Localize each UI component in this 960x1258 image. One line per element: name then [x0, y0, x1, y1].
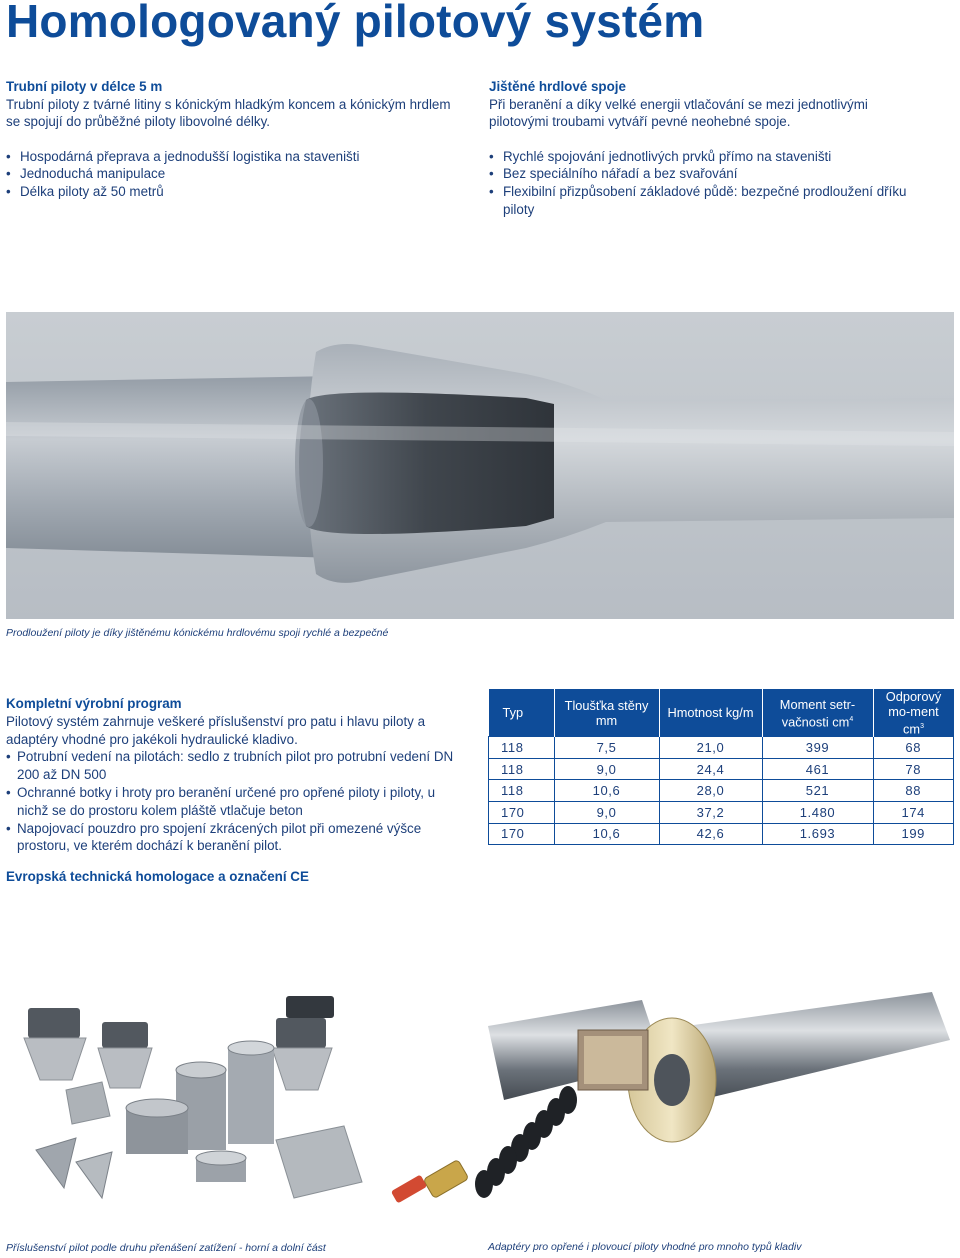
bullet-list [489, 148, 929, 218]
table-cell: 37,2 [659, 802, 762, 824]
list-item: • Délka piloty až 50 metrů [6, 183, 456, 201]
list-item: • Rychlé spojování jednotlivých prvků přímo na staveništi [489, 148, 929, 166]
pipe-length-section [6, 78, 456, 201]
product-program-section [6, 695, 466, 855]
section-text: Při beranění a díky velké energii vtlačování se mezi jednotlivými pilotovými troubami vytváří pevné neohebné spoje. [489, 96, 868, 130]
hammer-adapter-photo [372, 990, 954, 1218]
table-header-row [489, 689, 954, 737]
table-cell: 78 [873, 758, 954, 780]
table-cell: 9,0 [554, 802, 659, 824]
table-cell: 461 [762, 758, 873, 780]
list-item: • Bez speciálního nářadí a bez svařování [489, 165, 929, 183]
pipe-photo-caption: Prodloužení piloty je díky jištěnému kónickému hrdlovému spoji rychlé a bezpečné [6, 627, 389, 639]
table-cell: 42,6 [659, 823, 762, 845]
section-heading: Trubní piloty v délce 5 m [6, 79, 163, 94]
table-cell: 399 [762, 737, 873, 759]
ce-heading: Evropská technická homologace a označení CE [6, 869, 309, 884]
section-text: Trubní piloty z tvárné litiny s kónickým hladkým koncem a kónickým hrdlem se spojují do průběžné piloty libovolné délky. [6, 96, 451, 130]
list-item: • Ochranné botky i hroty pro beranění určené pro opřené piloty i piloty, u nichž se do prostoru kolem pláště vtlačuje beton [6, 784, 466, 820]
table-cell: 118 [489, 758, 555, 780]
table-cell: 10,6 [554, 780, 659, 802]
list-item: • Flexibilní přizpůsobení základové půdě: bezpečné prodloužení dříku piloty [489, 183, 929, 218]
table-cell: 170 [489, 802, 555, 824]
accessories-caption: Příslušenství pilot podle druhu přenášení zatížení - horní a dolní část [6, 1242, 326, 1254]
table-cell: 68 [873, 737, 954, 759]
pile-spec-table [488, 689, 954, 845]
bullet-list [6, 748, 466, 855]
table-cell: 170 [489, 823, 555, 845]
list-item: • Jednoduchá manipulace [6, 165, 456, 183]
pipe-joint-illustration [6, 312, 954, 619]
table-cell: 21,0 [659, 737, 762, 759]
joint-section [489, 78, 929, 218]
table-cell: 7,5 [554, 737, 659, 759]
table-row [489, 737, 954, 759]
column-header: Odporový mo-ment $cm^3$ [873, 689, 954, 737]
page-title: Homologovaný pilotový systém [6, 0, 705, 47]
column-header: Typ [489, 689, 555, 737]
table-cell: 199 [873, 823, 954, 845]
adapter-illustration [372, 990, 954, 1218]
table-row [489, 823, 954, 845]
section-heading: Kompletní výrobní program [6, 696, 182, 711]
table-row [489, 802, 954, 824]
bullet-list [6, 148, 456, 201]
list-item: • Potrubní vedení na pilotách: sedlo z trubních pilot pro potrubní vedení DN 200 až DN 500 [6, 748, 466, 784]
table-cell: 9,0 [554, 758, 659, 780]
table-cell: 521 [762, 780, 873, 802]
table-cell: 24,4 [659, 758, 762, 780]
table-cell: 1.693 [762, 823, 873, 845]
list-item: • Hospodárná přeprava a jednodušší logistika na staveništi [6, 148, 456, 166]
table-cell: 28,0 [659, 780, 762, 802]
table-cell: 88 [873, 780, 954, 802]
table-cell: 118 [489, 780, 555, 802]
section-heading: Jištěné hrdlové spoje [489, 79, 626, 94]
table-cell: 174 [873, 802, 954, 824]
table-cell: 1.480 [762, 802, 873, 824]
table-row [489, 780, 954, 802]
column-header: Hmotnost kg/m [659, 689, 762, 737]
column-header: Tloušťka stěny mm [554, 689, 659, 737]
table-cell: 118 [489, 737, 555, 759]
pipe-joint-photo [6, 312, 954, 619]
adapters-caption: Adaptéry pro opřené i plovoucí piloty vhodné pro mnoho typů kladiv [488, 1241, 802, 1253]
list-item: • Napojovací pouzdro pro spojení zkrácených pilot při omezené výšce prostoru, ve kterém dochází k beranění pilot. [6, 820, 466, 856]
table-cell: 10,6 [554, 823, 659, 845]
section-text: Pilotový systém zahrnuje veškeré příslušenství pro patu i hlavu piloty a adaptéry vhodné pro jakékoli hydraulické kladivo. [6, 713, 426, 747]
column-header: Moment setr-vačnosti $cm^4$ [762, 689, 873, 737]
table-row [489, 758, 954, 780]
